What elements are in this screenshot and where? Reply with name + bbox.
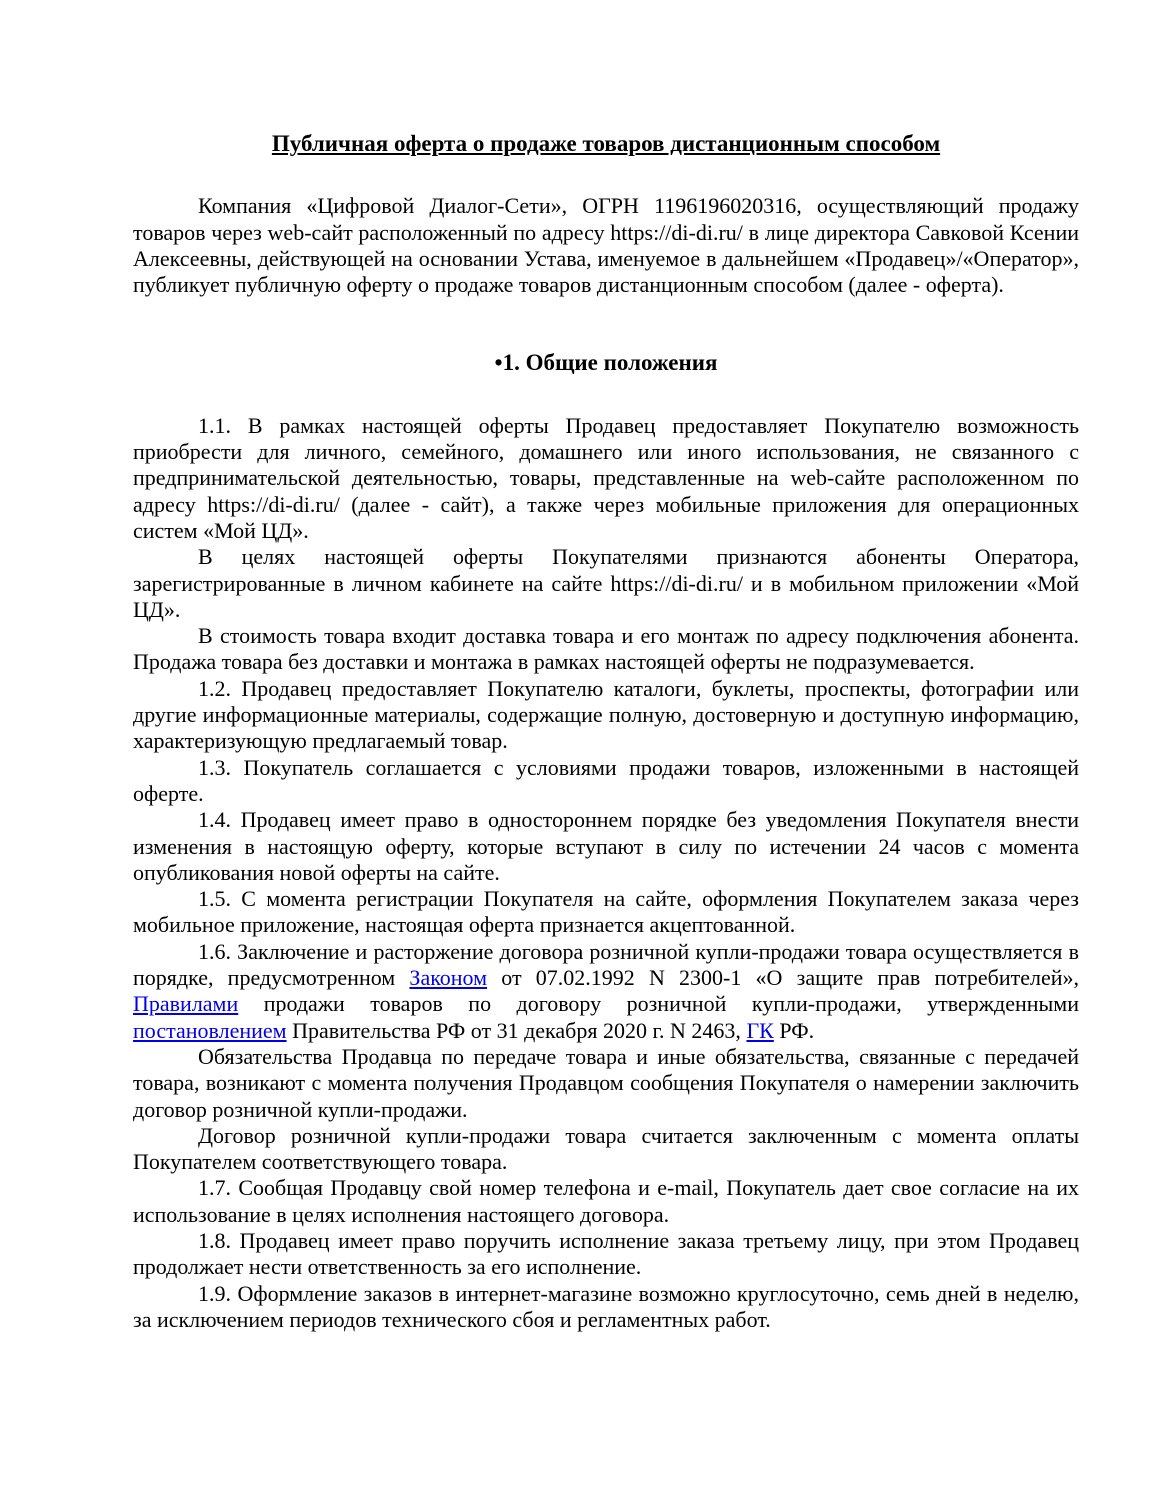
paragraph-1-2: 1.2. Продавец предоставляет Покупателю каталоги, буклеты, проспекты, фотографии или другие информационные материалы, содержащие полную, достоверную и доступную информацию, характеризующую предлагаемый товар. bbox=[133, 675, 1079, 754]
paragraph-1-9: 1.9. Оформление заказов в интернет-магазине возможно круглосуточно, семь дней в неделю, за исключением периодов технического сбоя и регламентных работ. bbox=[133, 1280, 1079, 1332]
link-civil-code[interactable]: ГК bbox=[746, 1017, 774, 1043]
text-segment: продажи товаров по договору розничной купли-продажи, утвержденными bbox=[238, 991, 1079, 1017]
link-sales-rules[interactable]: Правилами bbox=[133, 991, 239, 1017]
paragraph-seller-obligations: Обязательства Продавца по передаче товара и иные обязательства, связанные с передачей товара, возникают с момента получения Продавцом сообщения Покупателя о намерении заключить договор розничной купли-продажи. bbox=[133, 1043, 1079, 1122]
document-title: Публичная оферта о продаже товаров дистанционным способом bbox=[271, 131, 941, 156]
intro-paragraph: Компания «Цифровой Диалог-Сети», ОГРН 1196196020316, осуществляющий продажу товаров через web-сайт расположенный по адресу https://di-di.ru/ в лице директора Савковой Ксении Алексеевны, действующей на основании Устава, именуемое в дальнейшем «Продавец»/«Оператор», публикует публичную оферту о продаже товаров дистанционным способом (далее - оферта). bbox=[133, 193, 1079, 298]
paragraph-1-5: 1.5. С момента регистрации Покупателя на сайте, оформления Покупателем заказа через мобильное приложение, настоящая оферта признается акцептованной. bbox=[133, 886, 1079, 938]
link-consumer-protection-law[interactable]: Законом bbox=[409, 965, 488, 991]
text-segment: Правительства РФ от 31 декабря 2020 г. N 2463, bbox=[286, 1017, 747, 1043]
section-1-heading: •1. Общие положения bbox=[494, 350, 718, 376]
paragraph-1-3: 1.3. Покупатель соглашается с условиями продажи товаров, изложенными в настоящей оферте. bbox=[133, 754, 1079, 806]
text-segment: РФ. bbox=[773, 1017, 815, 1043]
paragraph-contract-conclusion: Договор розничной купли-продажи товара считается заключенным с момента оплаты Покупателем соответствующего товара. bbox=[133, 1122, 1079, 1175]
paragraph-1-1: 1.1. В рамках настоящей оферты Продавец предоставляет Покупателю возможность приобрести для личного, семейного, домашнего или иного использования, не связанного с предпринимательской деятельностью, товары, представленные на web-сайте расположенном по адресу https://di-di.ru/ (далее - сайт), а также через мобильные приложения для операционных систем «Мой ЦД». bbox=[133, 412, 1079, 543]
paragraph-1-4: 1.4. Продавец имеет право в одностороннем порядке без уведомления Покупателя внести изменения в настоящую оферту, которые вступают в силу по истечении 24 часов с момента опубликования новой оферты на сайте. bbox=[133, 807, 1079, 885]
paragraph-buyers-definition: В целях настоящей оферты Покупателями признаются абоненты Оператора, зарегистрированные в личном кабинете на сайте https://di-di.ru/ и в мобильном приложении «Мой ЦД». bbox=[133, 544, 1079, 622]
paragraph-1-7: 1.7. Сообщая Продавцу свой номер телефона и e-mail, Покупатель дает свое согласие на их использование в целях исполнения настоящего договора. bbox=[133, 1175, 1079, 1227]
paragraph-1-6 bbox=[133, 939, 1079, 1044]
paragraph-price-includes: В стоимость товара входит доставка товара и его монтаж по адресу подключения абонента. Продажа товара без доставки и монтажа в рамках настоящей оферты не подразумевается. bbox=[133, 623, 1079, 675]
paragraph-1-8: 1.8. Продавец имеет право поручить исполнение заказа третьему лицу, при этом Продавец продолжает нести ответственность за его исполнение. bbox=[133, 1227, 1079, 1280]
link-government-decree[interactable]: постановлением bbox=[133, 1017, 287, 1043]
text-segment: 1.6. Заключение и расторжение договора розничной купли-продажи товара осуществляется в порядке, предусмотренном bbox=[133, 938, 1079, 991]
text-segment: от 07.02.1992 N 2300-1 «О защите прав потребителей», bbox=[487, 965, 1079, 991]
